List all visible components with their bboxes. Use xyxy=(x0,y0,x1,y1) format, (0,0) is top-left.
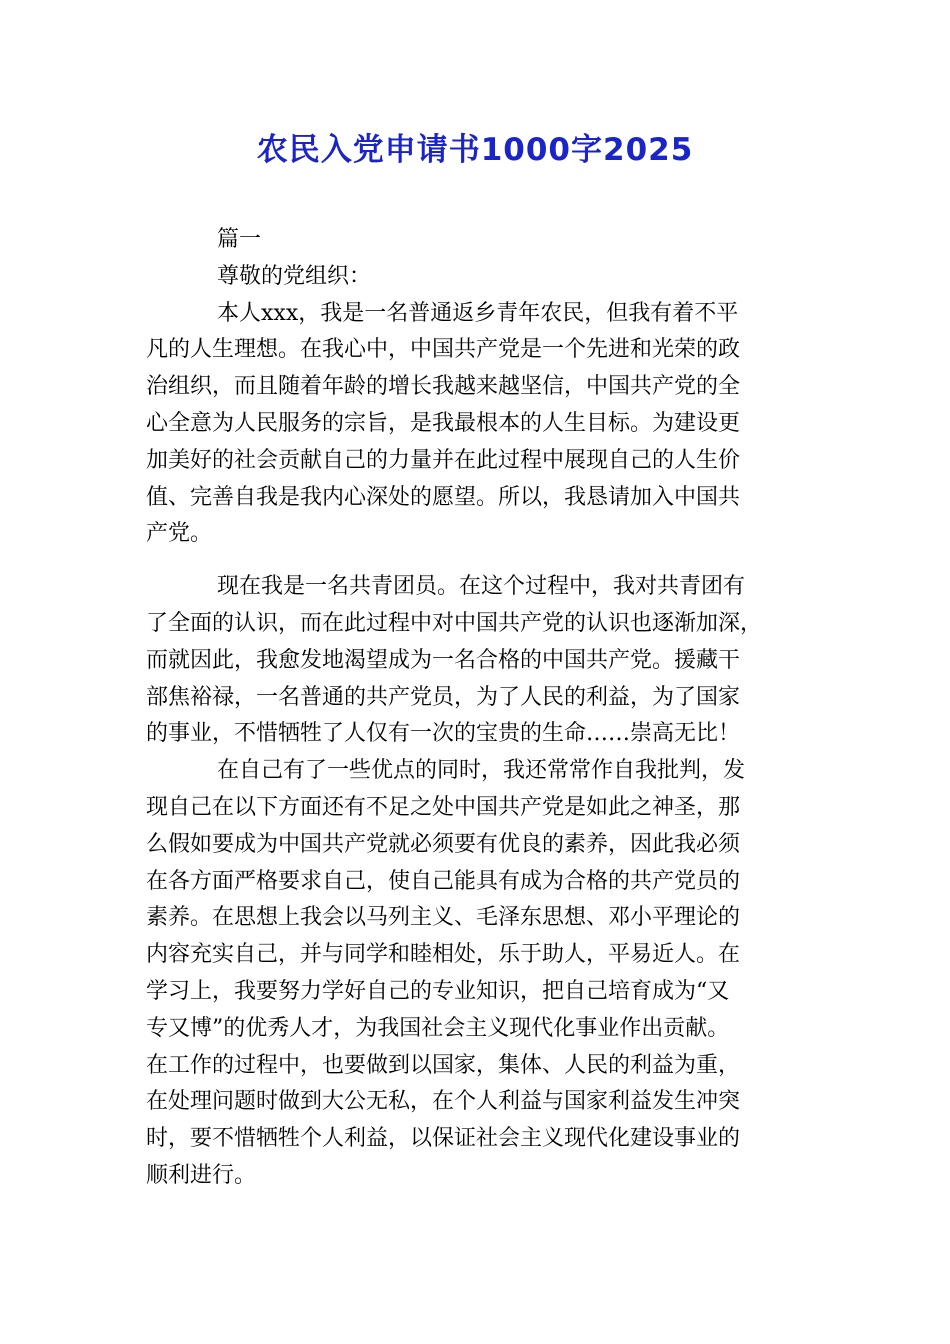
paragraph-line: 值、完善自我是我内心深处的愿望。所以，我恳请加入中国共 xyxy=(146,484,741,510)
paragraph-line: 内容充实自己，并与同学和睦相处，乐于助人，平易近人。在 xyxy=(146,942,741,968)
paragraph-line: 部焦裕禄，一名普通的共产党员，为了人民的利益，为了国家 xyxy=(146,684,741,710)
paragraph-line: 心全意为人民服务的宗旨，是我最根本的人生目标。为建设更 xyxy=(146,410,741,436)
paragraph-line: 的事业，不惜牺牲了人仅有一次的宝贵的生命……崇高无比！ xyxy=(146,721,741,747)
paragraph xyxy=(146,296,800,554)
paragraph-line: 在处理问题时做到大公无私，在个人利益与国家利益发生冲突 xyxy=(146,1089,741,1115)
paragraph-line: 在工作的过程中，也要做到以国家，集体、人民的利益为重， xyxy=(146,1052,741,1078)
paragraph-line: 现在我是一名共青团员。在这个过程中，我对共青团有 xyxy=(217,574,746,600)
paragraph xyxy=(146,753,800,1195)
paragraph xyxy=(146,569,800,753)
paragraph-line: 在自己有了一些优点的同时，我还常常作自我批判，发 xyxy=(217,758,746,784)
paragraph-line: 凡的人生理想。在我心中，中国共产党是一个先进和光荣的政 xyxy=(146,337,741,363)
paragraph-line: 专又博”的优秀人才，为我国社会主义现代化事业作出贡献。 xyxy=(146,1015,730,1041)
paragraph-line: 现自己在以下方面还有不足之处中国共产党是如此之神圣，那 xyxy=(146,794,741,820)
paragraph-line: 了全面的认识，而在此过程中对中国共产党的认识也逐渐加深， xyxy=(146,610,763,636)
paragraph-line: 加美好的社会贡献自己的力量并在此过程中展现自己的人生价 xyxy=(146,447,741,473)
paragraph-line: 而就因此，我愈发地渴望成为一名合格的中国共产党。援藏干 xyxy=(146,647,741,673)
document-title: 农民入党申请书1000字2025 xyxy=(256,132,694,168)
salutation: 尊敬的党组织： xyxy=(217,263,372,289)
section-label: 篇一 xyxy=(217,227,262,252)
document-body xyxy=(146,222,800,1195)
paragraph-line: 么假如要成为中国共产党就必须要有优良的素养，因此我必须 xyxy=(146,831,741,857)
paragraph-line: 学习上，我要努力学好自己的专业知识，把自己培育成为“又 xyxy=(146,978,730,1004)
paragraph-line: 产党。 xyxy=(146,521,213,547)
paragraph-line: 素养。在思想上我会以马列主义、毛泽东思想、邓小平理论的 xyxy=(146,905,741,931)
paragraph-line: 时，要不惜牺牲个人利益，以保证社会主义现代化建设事业的 xyxy=(146,1126,741,1152)
paragraph-line: 顺利进行。 xyxy=(146,1162,257,1188)
paragraph-line: 治组织，而且随着年龄的增长我越来越坚信，中国共产党的全 xyxy=(146,374,741,400)
paragraph-line: 本人xxx，我是一名普通返乡青年农民，但我有着不平 xyxy=(217,300,739,326)
paragraph-spacer xyxy=(146,553,800,569)
paragraph-line: 在各方面严格要求自己，使自己能具有成为合格的共产党员的 xyxy=(146,868,741,894)
